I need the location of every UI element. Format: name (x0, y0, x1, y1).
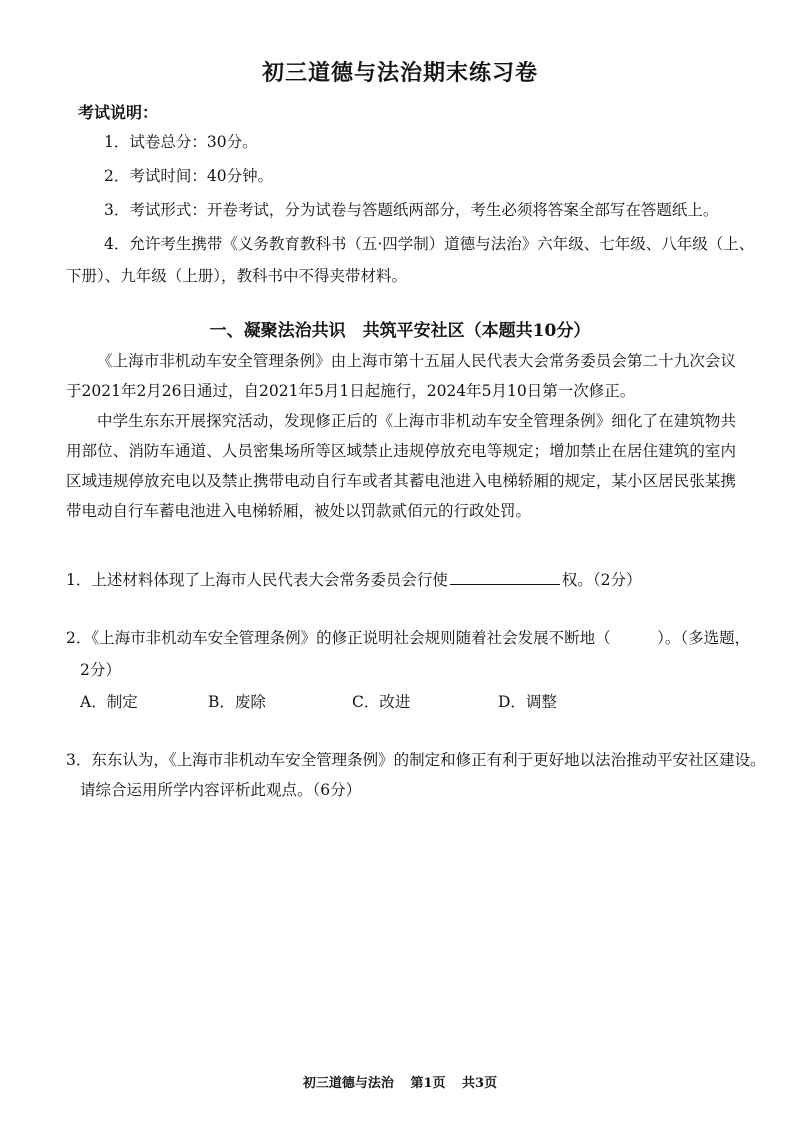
question-2-line-2: 2分） (80, 661, 121, 679)
instructions-heading: 考试说明： (78, 103, 159, 122)
section-title: 一、凝聚法治共识 共筑平安社区（本题共10分） (209, 321, 591, 341)
answer-blank[interactable] (450, 570, 560, 585)
option-d[interactable]: D．调整 (498, 693, 557, 711)
question-2-line-1: 2．《上海市非机动车安全管理条例》的修正说明社会规则随着社会发展不断地（ ）。（多选题， (66, 629, 751, 647)
option-c[interactable]: C．改进 (352, 693, 411, 711)
question-3-line-2: 请综合运用所学内容评析此观点。（6分） (80, 781, 362, 799)
instruction-item: 2．考试时间：40分钟。 (104, 167, 274, 185)
material-paragraph-2: 中学生东东开展探究活动，发现修正后的《上海市非机动车安全管理条例》细化了在建筑物共用部位、消防车通道、人员密集场所等区域禁止违规停放充电等规定；增加禁止在居住建筑的室内区域违规停放充电以及禁止携带电动自行车或者其蓄电池进入电梯轿厢的规定，某小区居民张某携带电动自行车蓄电池进入电梯轿厢，被处以罚款贰佰元的行政处罚。 (66, 412, 736, 520)
question-3-line-1: 3．东东认为，《上海市非机动车安全管理条例》的制定和修正有利于更好地以法治推动平安社区建设。 (66, 751, 766, 769)
footer-subject: 初三道德与法治 (302, 1076, 394, 1091)
option-a[interactable]: A．制定 (80, 693, 138, 711)
question-1-text: 1．上述材料体现了上海市人民代表大会常务委员会行使 (66, 571, 448, 589)
instruction-item: 1．试卷总分：30分。 (104, 133, 258, 151)
material-paragraph-1: 《上海市非机动车安全管理条例》由上海市第十五届人民代表大会常务委员会第二十九次会议于2021年2月26日通过，自2021年5月1日起施行，2024年5月10日第一次修正。 (66, 352, 736, 400)
option-b[interactable]: B．废除 (208, 693, 266, 711)
instruction-item: 4．允许考生携带《义务教育教科书（五·四学制）道德与法治》六年级、七年级、八年级（上、 (104, 235, 755, 253)
page-footer (0, 1072, 800, 1091)
question-1-score: 权。（2分） (561, 571, 642, 589)
footer-page-number: 第1页 (410, 1076, 446, 1091)
footer-total-pages: 共3页 (462, 1076, 498, 1091)
question-1 (66, 568, 642, 590)
page-title: 初三道德与法治期末练习卷 (261, 60, 538, 86)
instruction-item-continued: 下册）、九年级（上册），教科书中不得夹带材料。 (66, 267, 408, 285)
instruction-item: 3．考试形式：开卷考试，分为试卷与答题纸两部分，考生必须将答案全部写在答题纸上。 (104, 201, 719, 219)
